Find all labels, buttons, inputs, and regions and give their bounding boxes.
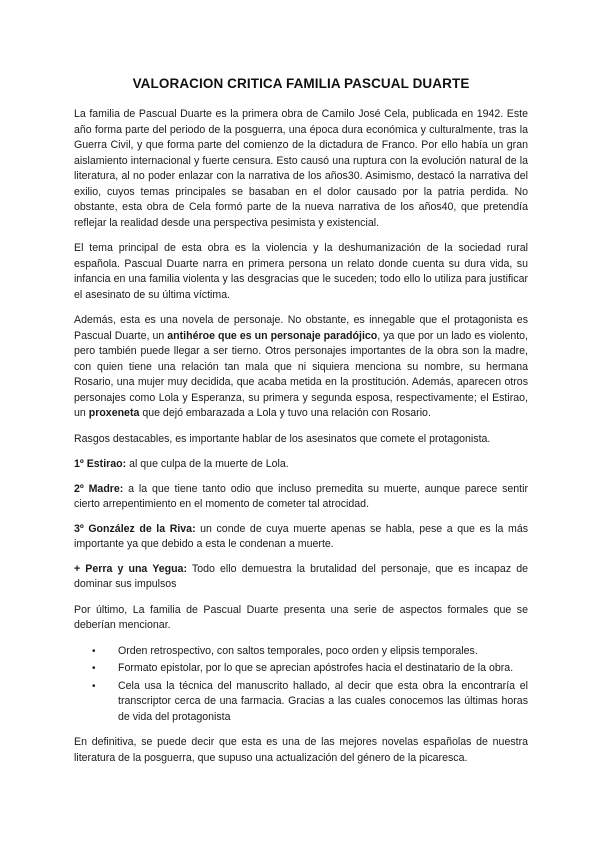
list-item [92,661,528,677]
murder-label: 2º Madre: [74,482,124,495]
paragraph-characters-text-c: , ya que por un lado es violento, pero también puede llegar a ser tierno. Otros personajes importantes de la obra son la madre, con quien tiene una relación tan mala que ni siquiera menciona su nombre, su hermana Rosario, una mujer muy decidida, que acaba metida en la prostitución. Además, aparecen otros personajes como Lola y Esperanza, su primera y segunda esposa, respectivamente; el Estirao, un [74,329,528,419]
murder-text: a la que tiene tanto odio que incluso premedita su muerte, aunque parece sentir cierto arrepentimiento en el momento de cometer tal atrocidad. [74,482,529,510]
murder-text: un conde de cuya muerte apenas se habla, pese a que es la más importante ya que debido a esta le condenan a muerte. [74,522,529,550]
bullet-icon: • [92,663,96,674]
paragraph-characters-text-e: que dejó embarazada a Lola y tuvo una relación con Rosario. [139,407,431,419]
murder-item-1 [74,457,528,473]
bullet-icon: • [92,645,96,657]
paragraph-characters-bold-proxeneta: proxeneta [88,407,140,419]
document-title: VALORACION CRITICA FAMILIA PASCUAL DUARTE [132,76,470,91]
murder-text: Todo ello demuestra la brutalidad del personaje, que es incapaz de dominar sus impulsos [74,562,529,590]
list-item-text: Formato epistolar, por lo que se aprecian apóstrofes hacia el destinatario de la obra. [118,662,514,674]
murder-item-2 [74,482,528,513]
list-item-text: Orden retrospectivo, con saltos temporales, poco orden y elipsis temporales. [118,644,478,657]
formal-aspects-list [74,644,528,726]
paragraph-features: Rasgos destacables, es importante hablar de los asesinatos que comete el protagonista. [74,432,491,445]
list-item [92,679,528,726]
paragraph-characters-text-a: Además, esta es una novela de personaje. No obstante, es innegable que el protagonista es Pascual Duarte, un [74,314,528,342]
paragraph-theme: El tema principal de esta obra es la violencia y la deshumanización de la sociedad rural española. Pascual Duarte narra en primera persona un relato donde cuenta su dura vida, su infancia en una familia violenta y las desgracias que le suceden; todo ello lo utiliza para justificar el asesinato de su última víctima. [74,242,528,301]
murder-text: al que culpa de la muerte de Lola. [126,458,289,470]
murder-label: 1º Estirao: [74,458,127,470]
paragraph-intro: La familia de Pascual Duarte es la primera obra de Camilo José Cela, publicada en 1942. Este año forma parte del periodo de la posguerra, una época dura económica y culturalmente, tras la Guerra Civil, y que forma parte del comienzo de la dictadura de Franco. Por ello había un gran aislamiento internacional y fuerte censura. Esto causó una ruptura con la evolución natural de la literatura, al no poder enlazar con la narrativa de los años30. Asimismo, destacó la narrativa del exilio, cuyos temas principales se basaban en el dolor causado por la patria perdida. No obstante, esta obra de Cela formó parte de la nueva narrativa de los años40, que pretendía reflejar la realidad desde una perspectiva pesimista y existencial. [74,108,528,229]
list-item-text: Cela usa la técnica del manuscrito hallado, al decir que esta obra la encontraría el transcriptor cerca de una farmacia. Gracias a las cuales conocemos las últimas horas de vida del protagonista [118,679,528,723]
bullet-icon: • [92,680,96,692]
list-item [92,644,528,660]
murder-item-4 [74,562,528,593]
murder-item-3 [74,522,528,553]
paragraph-characters-bold-antihero: antihéroe que es un personaje paradójico [167,329,378,342]
paragraph-formal-aspects: Por último, La familia de Pascual Duarte presenta una serie de aspectos formales que se deberían mencionar. [74,603,528,631]
paragraph-conclusion: En definitiva, se puede decir que esta es una de las mejores novelas españolas de nuestra literatura de la posguerra, que supuso una actualización del género de la picaresca. [74,736,528,764]
murder-label: 3º González de la Riva: [74,522,196,535]
paragraph-characters [74,313,528,422]
murder-label: + Perra y una Yegua: [74,562,187,575]
